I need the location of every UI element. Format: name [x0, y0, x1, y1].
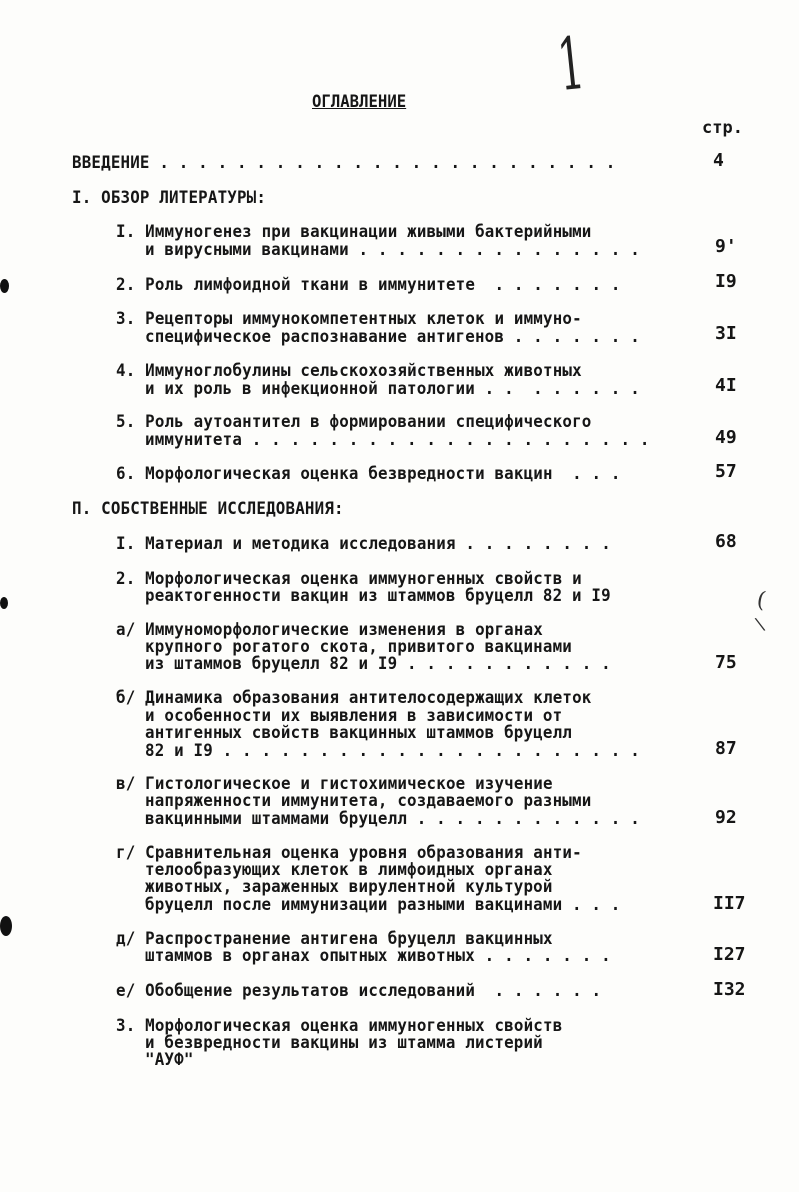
toc-entry-line: I. Материал и методика исследования . . . . . . . .	[116, 534, 611, 554]
toc-entry-line: крупного рогатого скота, привитого вакцинами	[145, 637, 573, 657]
toc-page-number: 87	[715, 738, 737, 759]
toc-entry-line: реактогенности вакцин из штаммов бруцелл 82 и I9	[145, 586, 611, 606]
toc-entry-line: "АУФ"	[145, 1050, 194, 1070]
toc-page-number: 75	[715, 652, 737, 673]
toc-entry-line: г/ Сравнительная оценка уровня образования анти-	[116, 843, 582, 863]
toc-entry-line: 5. Роль аутоантител в формировании специфического	[116, 412, 592, 432]
toc-page-number: 3I	[715, 323, 737, 344]
pencil-mark: (	[754, 587, 768, 614]
handwritten-page-number: 1	[553, 20, 588, 108]
toc-entry-line: животных, зараженных вирулентной культурой	[145, 877, 553, 897]
toc-entry-line: ВВЕДЕНИЕ . . . . . . . . . . . . . . . . . . . . . . . .	[72, 153, 616, 173]
toc-page-number: 92	[715, 807, 737, 828]
toc-entry-line: напряженности иммунитета, создаваемого разными	[145, 791, 592, 811]
pencil-mark: \	[753, 613, 767, 636]
toc-entry-line: е/ Обобщение результатов исследований . . . . . .	[116, 981, 602, 1001]
toc-page-number: 4	[713, 150, 724, 171]
toc-entry-line: П. СОБСТВЕННЫЕ ИССЛЕДОВАНИЯ:	[72, 499, 344, 519]
toc-entry-line: в/ Гистологическое и гистохимическое изучение	[116, 774, 553, 794]
toc-entry-line: 3. Морфологическая оценка иммуногенных свойств	[116, 1016, 563, 1036]
toc-entry-line: I. Иммуногенез при вакцинации живыми бактерийными	[116, 222, 592, 242]
toc-entry-line: из штаммов бруцелл 82 и I9 . . . . . . . . . . .	[145, 654, 611, 674]
toc-entry-line: штаммов в органах опытных животных . . . . . . .	[145, 946, 611, 966]
toc-entry-line: 2. Роль лимфоидной ткани в иммунитете . . . . . . .	[116, 275, 621, 295]
toc-entry-line: иммунитета . . . . . . . . . . . . . . . . . . . . .	[145, 430, 650, 450]
toc-entry-line: антигенных свойств вакцинных штаммов бруцелл	[145, 723, 573, 743]
toc-entry-line: б/ Динамика образования антителосодержащих клеток	[116, 688, 592, 708]
toc-entry-line: 4. Иммуноглобулины сельскохозяйственных животных	[116, 361, 582, 381]
toc-page-number: I27	[713, 944, 746, 965]
hole-punch-mark	[0, 279, 9, 293]
hole-punch-mark	[0, 597, 8, 609]
toc-entry-line: д/ Распространение антигена бруцелл вакцинных	[116, 929, 553, 949]
toc-entry-line: и их роль в инфекционной патологии . . . . . . . .	[145, 379, 640, 399]
toc-title: ОГЛАВЛЕНИЕ	[312, 92, 407, 112]
page-column-label: стр.	[702, 118, 743, 138]
toc-entry-line: 82 и I9 . . . . . . . . . . . . . . . . . . . . . .	[145, 741, 640, 761]
toc-entry-line: I. ОБЗОР ЛИТЕРАТУРЫ:	[72, 188, 267, 208]
toc-entry-line: телообразующих клеток в лимфоидных органах	[145, 860, 553, 880]
toc-page-number: II7	[713, 893, 746, 914]
toc-entry-line: специфическое распознавание антигенов . . . . . . .	[145, 327, 640, 347]
toc-entry-line: бруцелл после иммунизации разными вакцинами . . .	[145, 895, 621, 915]
toc-page-number: 9'	[715, 236, 737, 257]
toc-page-number: 49	[715, 427, 737, 448]
toc-entry-line: а/ Иммуноморфологические изменения в органах	[116, 620, 544, 640]
toc-page-number: 57	[715, 461, 737, 482]
toc-entry-line: 6. Морфологическая оценка безвредности вакцин . . .	[116, 464, 621, 484]
toc-entry-line: и безвредности вакцины из штамма листерий	[145, 1033, 543, 1053]
toc-entry-line: вакцинными штаммами бруцелл . . . . . . . . . . . .	[145, 809, 640, 829]
toc-page-number: I32	[713, 979, 746, 1000]
toc-entry-line: 3. Рецепторы иммунокомпетентных клеток и иммуно-	[116, 309, 582, 329]
toc-page-number: I9	[715, 271, 737, 292]
toc-entry-line: 2. Морфологическая оценка иммуногенных свойств и	[116, 569, 582, 589]
toc-page-number: 4I	[715, 375, 737, 396]
toc-entry-line: и вирусными вакцинами . . . . . . . . . . . . . . .	[145, 240, 640, 260]
hole-punch-mark	[0, 916, 12, 936]
toc-page-number: 68	[715, 531, 737, 552]
toc-entry-line: и особенности их выявления в зависимости от	[145, 706, 563, 726]
